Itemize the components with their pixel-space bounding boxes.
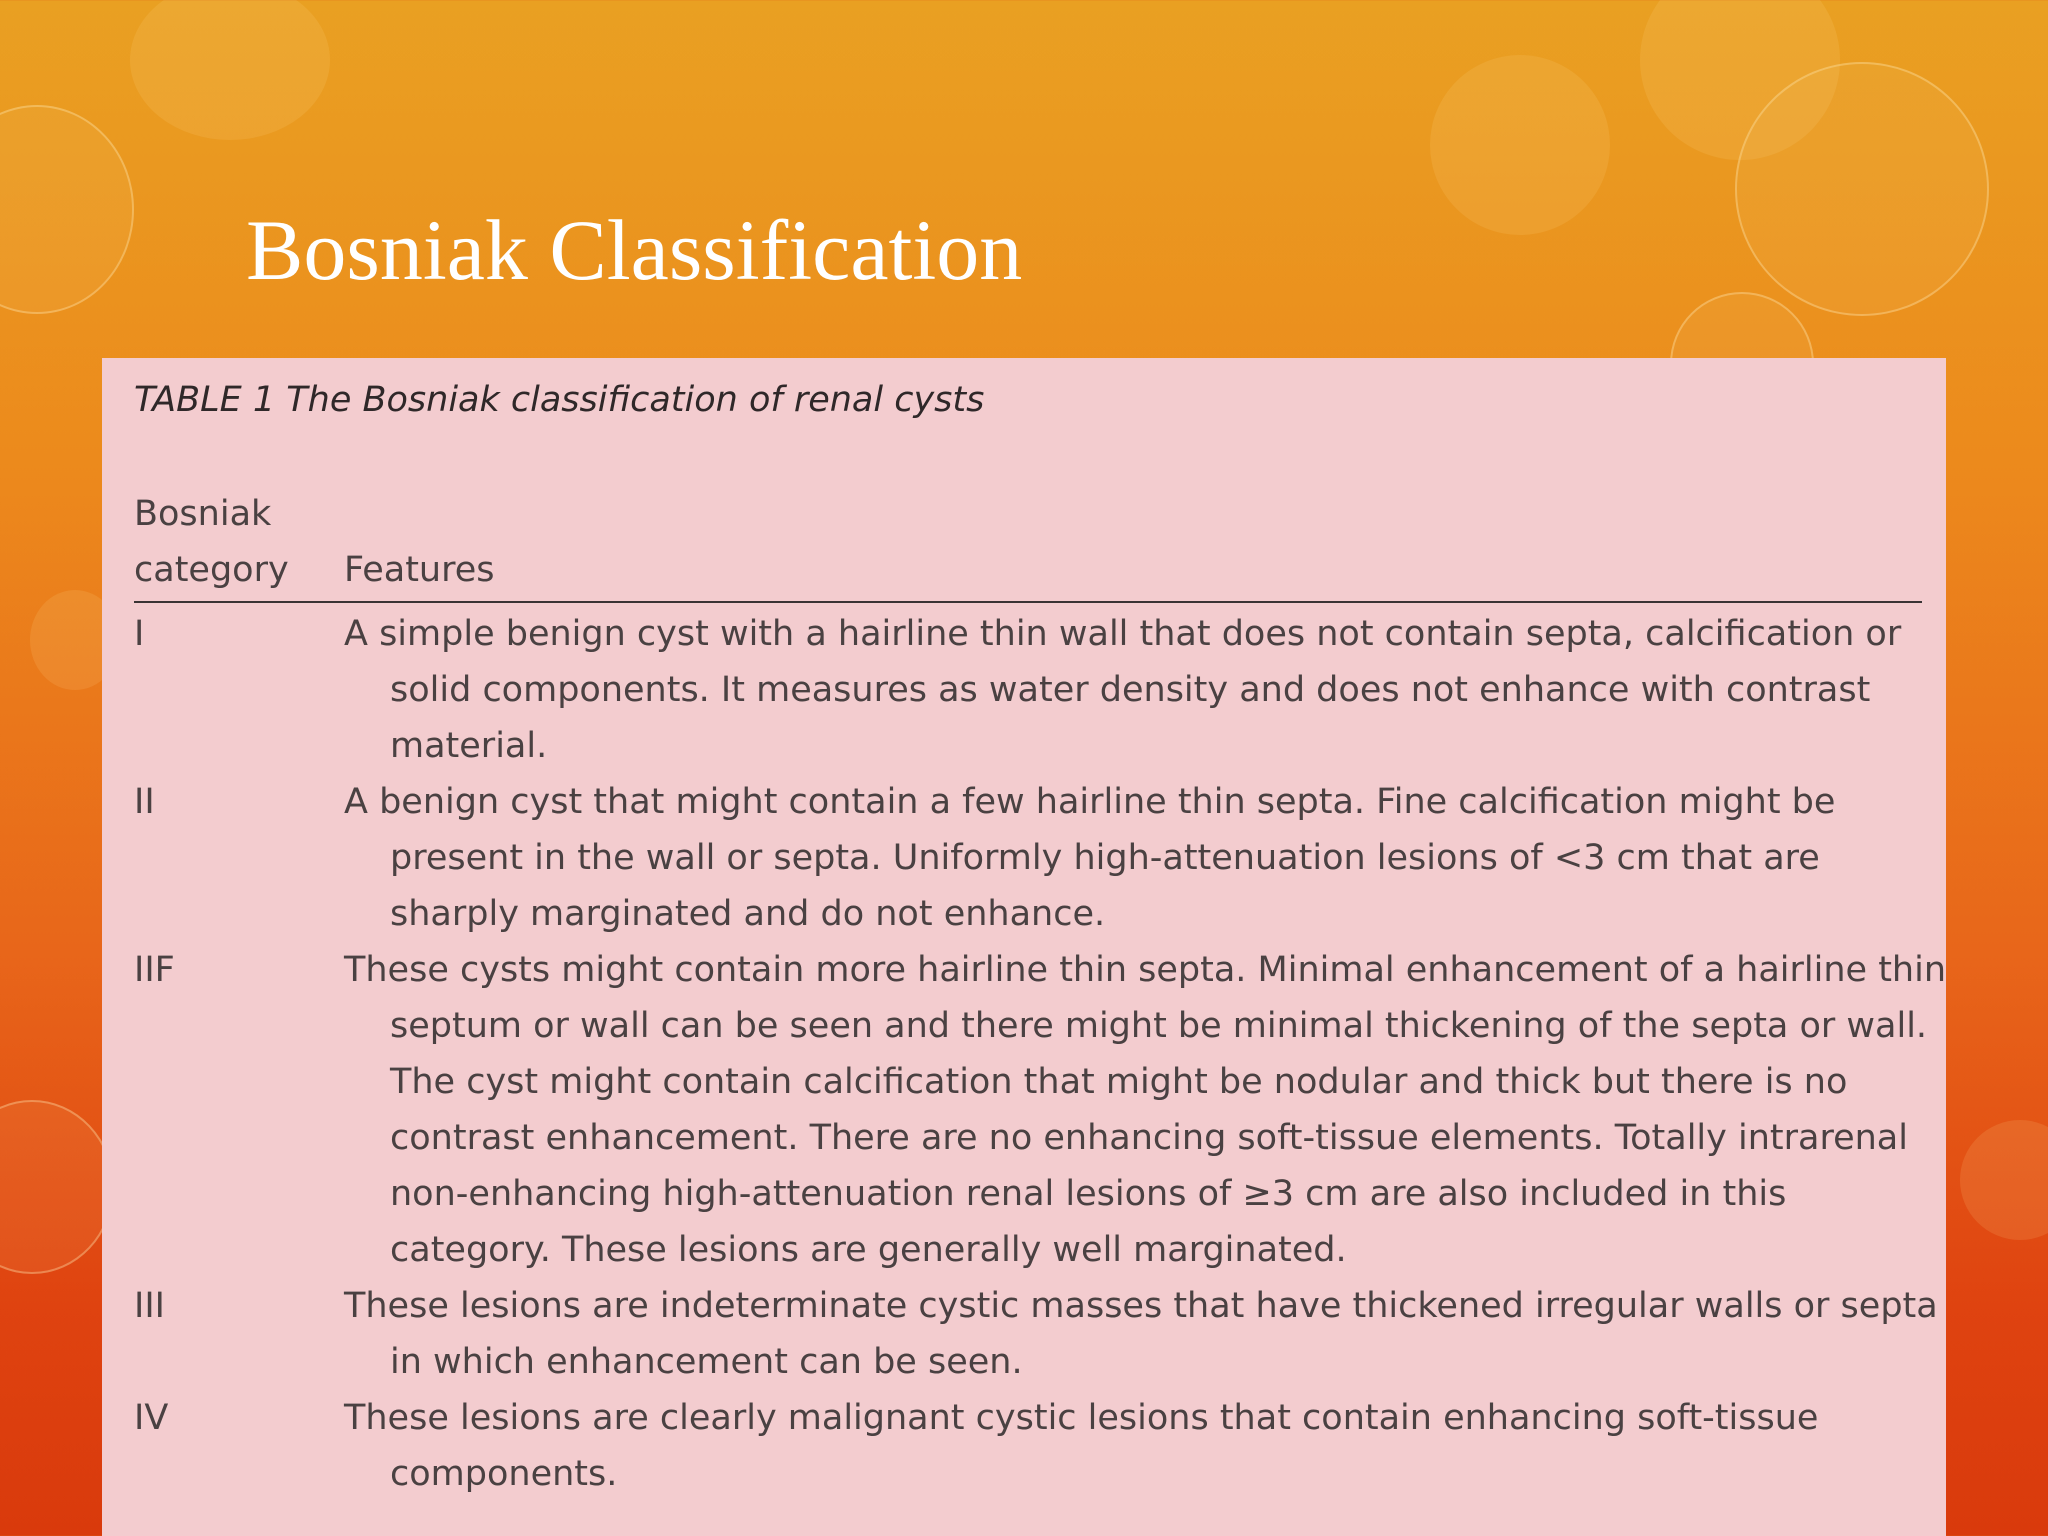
category-cell: I [134, 614, 145, 654]
features-text-line: sharply marginated and do not enhance. [390, 894, 1106, 934]
header-divider [134, 601, 1922, 603]
background-bokeh-circle [1735, 62, 1989, 316]
features-cell [344, 606, 1924, 774]
features-text-line: present in the wall or septa. Uniformly high-attenuation lesions of <3 cm that are [390, 838, 1820, 878]
features-text-line: in which enhancement can be seen. [390, 1342, 1023, 1382]
background-bokeh-circle [0, 1100, 114, 1274]
table-row [134, 606, 1924, 774]
features-cell [344, 1278, 1938, 1390]
features-cell [344, 942, 1946, 1278]
table-row [134, 1278, 1938, 1390]
features-text-line: non-enhancing high-attenuation renal lesions of ≥3 cm are also included in this [390, 1174, 1787, 1214]
background-bokeh-circle [1960, 1120, 2048, 1240]
background-bokeh-circle [1430, 55, 1610, 235]
features-text-line: A simple benign cyst with a hairline thin wall that does not contain septa, calcification or [344, 614, 1902, 654]
background-bokeh-circle [130, 0, 330, 140]
category-cell: III [134, 1286, 165, 1326]
features-cell [344, 774, 1924, 942]
background-bokeh-circle [1640, 0, 1840, 160]
features-text-line: These cysts might contain more hairline thin septa. Minimal enhancement of a hairline thin [344, 950, 1947, 990]
category-cell: II [134, 782, 155, 822]
table-caption: TABLE 1 The Bosniak classification of renal cysts [134, 380, 985, 420]
features-text-line: These lesions are clearly malignant cystic lesions that contain enhancing soft-tissue [344, 1398, 1819, 1438]
table-row [134, 942, 1947, 1278]
features-text-line: contrast enhancement. There are no enhancing soft-tissue elements. Totally intrarenal [390, 1118, 1908, 1158]
table-body [134, 606, 1947, 1502]
features-text-line: A benign cyst that might contain a few hairline thin septa. Fine calcification might be [344, 782, 1836, 822]
features-cell [344, 1390, 1924, 1502]
bosniak-table-panel [102, 358, 1946, 1536]
features-text-line: category. These lesions are generally well marginated. [390, 1230, 1347, 1270]
features-text-line: components. [390, 1454, 618, 1494]
slide-title: Bosniak Classification [246, 202, 1023, 298]
features-text-line: material. [390, 726, 548, 766]
category-cell: IIF [134, 950, 175, 990]
table-row [134, 774, 1924, 942]
column-header-category: Bosniak category [134, 494, 289, 590]
features-text-line: The cyst might contain calcification that might be nodular and thick but there is no [390, 1062, 1848, 1102]
table-row [134, 1390, 1924, 1502]
background-bokeh-circle [0, 105, 134, 314]
features-text-line: These lesions are indeterminate cystic masses that have thickened irregular walls or septa [344, 1286, 1938, 1326]
category-cell: IV [134, 1398, 169, 1438]
features-text-line: solid components. It measures as water density and does not enhance with contrast [390, 670, 1871, 710]
column-header-features: Features [344, 550, 495, 590]
features-text-line: septum or wall can be seen and there might be minimal thickening of the septa or wall. [390, 1006, 1928, 1046]
